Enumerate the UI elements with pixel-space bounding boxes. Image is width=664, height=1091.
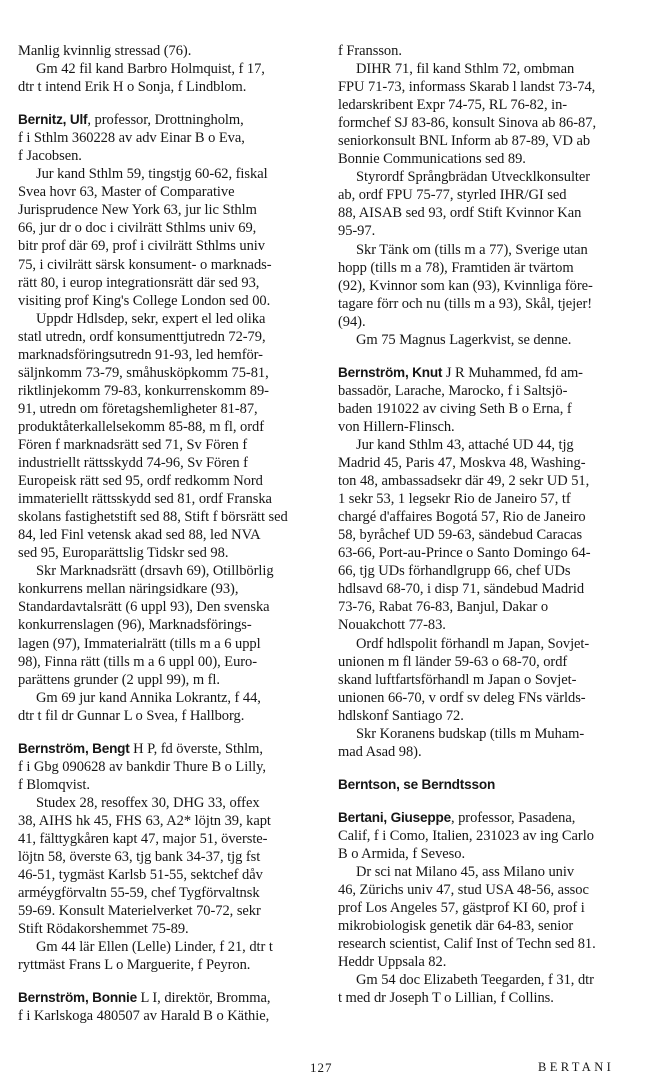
text-line: t med dr Joseph T o Lillian, f Collins. xyxy=(338,990,554,1007)
text-line: 66, tjg UDs förhandlgrupp 66, chef UDs xyxy=(338,563,571,580)
text-line: Skr Marknadsrätt (drsavh 69), Otillbörlig xyxy=(36,563,274,580)
text-line: statl utredn, ordf konsumenttjutredn 72-79, xyxy=(18,328,266,345)
text-line: Fören f marknadsrätt sed 71, Sv Fören f xyxy=(18,436,248,453)
text-line: FPU 71-73, informass Skarab l landst 73-74, xyxy=(338,79,596,96)
entry-name: Bernström, Bonnie xyxy=(18,990,137,1006)
text-line: Madrid 45, Paris 47, Moskva 48, Washing- xyxy=(338,455,586,472)
text-line: B o Armida, f Seveso. xyxy=(338,845,466,862)
text-line: riktlinjekomm 79-83, konkurrenskomm 89- xyxy=(18,382,269,399)
text-line: research scientist, Calif Inst of Techn sed 81. xyxy=(338,936,596,953)
text-line: Jurisprudence New York 63, jur lic Sthlm xyxy=(18,202,257,219)
text-line: Uppdr Hdlsdep, sekr, expert el led olika xyxy=(36,310,266,327)
text-line: unionen 66-70, v ordf sv deleg FNs världs- xyxy=(338,689,586,706)
text-line: Jur kand Sthlm 59, tingstjg 60-62, fiskal xyxy=(36,166,268,183)
entry-heading-line xyxy=(338,364,638,382)
text-line: Skr Tänk om (tills m a 77), Sverige utan xyxy=(356,241,588,258)
text-line: ton 48, ambassadsekr där 49, 2 sekr UD 51, xyxy=(338,473,590,490)
text-line: 46-51, tygmäst Karlsb 51-55, sektchef dåv xyxy=(18,867,263,884)
text-line: arméygförvaltn 55-59, chef Tygförvaltnsk xyxy=(18,885,260,902)
text-line: Gm 42 fil kand Barbro Holmquist, f 17, xyxy=(36,61,265,78)
text-line: hdlskonf Santiago 72. xyxy=(338,707,464,724)
entry-heading-line xyxy=(18,111,316,129)
text-line: 98), Finna rätt (tills m a 6 uppl 00), Euro- xyxy=(18,653,258,670)
text-line: skolans fastighetstift sed 88, Stift f börsrätt sed xyxy=(18,509,288,526)
text-line: 73-76, Rabat 76-83, Banjul, Dakar o xyxy=(338,599,549,616)
entry-separator xyxy=(338,349,638,364)
text-line: visiting prof King's College London sed 00. xyxy=(18,292,271,309)
text-line: Styrordf Språngbrädan Utvecklkonsulter xyxy=(356,169,591,186)
entry-heading-text: , professor, Drottningholm, xyxy=(87,112,244,129)
text-line: tagare förr och nu (tills m a 93), Skål, tjejer! xyxy=(338,295,593,312)
right-column xyxy=(338,42,638,1007)
text-line: unionen m fl länder 59-63 o 68-70, ordf xyxy=(338,653,568,670)
text-line: Gm 54 doc Elizabeth Teegarden, f 31, dtr xyxy=(356,972,594,989)
entry-separator xyxy=(18,96,316,111)
text-line: Stift Rödakorshemmet 75-89. xyxy=(18,921,189,938)
text-line: f Jacobsen. xyxy=(18,148,82,165)
entry-name: Bernström, Knut xyxy=(338,364,443,380)
entry-heading-line xyxy=(338,809,638,827)
text-line: Gm 69 jur kand Annika Lokrantz, f 44, xyxy=(36,689,261,706)
entry-name: Bernitz, Ulf xyxy=(18,112,88,128)
page-number: 127 xyxy=(310,1060,333,1075)
text-line: säljnkomm 73-79, småhusköpkomm 75-81, xyxy=(18,364,269,381)
text-line: 88, AISAB sed 93, ordf Stift Kvinnor Kan xyxy=(338,205,582,222)
text-line: bassadör, Larache, Marocko, f i Saltsjö- xyxy=(338,382,568,399)
text-line: industriellt rättsskydd 74-96, Sv Fören f xyxy=(18,455,248,472)
text-line: Gm 75 Magnus Lagerkvist, se denne. xyxy=(356,331,572,348)
text-line: löjtn 58, överste 63, tjg bank 34-37, tjg fst xyxy=(18,849,261,866)
text-line: produktåterkallelsekomm 85-88, m fl, ordf xyxy=(18,418,265,435)
text-line: lagen (97), Immaterialrätt (tills m a 6 uppl xyxy=(18,635,261,652)
text-line: dtr t fil dr Gunnar L o Svea, f Hallborg. xyxy=(18,707,245,724)
text-line: konkurrens mellan näringsidkare (93), xyxy=(18,581,239,598)
entry-heading-text: , professor, Pasadena, xyxy=(450,809,576,826)
text-line: Standardavtalsrätt (6 uppl 93), Den svenska xyxy=(18,599,270,616)
text-line: 75, i civilrätt särsk konsument- o marknads- xyxy=(18,256,272,273)
text-line: Manlig kvinnlig stressad (76). xyxy=(18,43,192,59)
text-line: rätt 80, i europ integrationsrätt där sed 93, xyxy=(18,274,260,291)
entry-heading-line xyxy=(18,989,316,1007)
text-line: f i Karlskoga 480507 av Harald B o Käthie, xyxy=(18,1008,270,1025)
text-line: hopp (tills m a 78), Framtiden är tvärtom xyxy=(338,259,574,276)
text-line: mikrobiologisk genetik där 64-83, senior xyxy=(338,918,574,935)
text-line: immateriellt rättsskydd sed 81, ordf Franska xyxy=(18,491,272,508)
entry-heading-line xyxy=(338,776,638,794)
text-line: ledarskribent Expr 74-75, RL 76-82, in- xyxy=(338,97,568,114)
entry-name: Bertani, Giuseppe xyxy=(338,809,451,825)
entry-heading-text: L I, direktör, Bromma, xyxy=(136,990,271,1007)
text-line: f Fransson. xyxy=(338,43,402,59)
text-line: ryttmäst Frans L o Marguerite, f Peyron. xyxy=(18,957,251,974)
entry-heading-line xyxy=(18,740,316,758)
text-line: 66, jur dr o doc i civilrätt Sthlms univ 69, xyxy=(18,220,257,237)
text-line: Svea hovr 63, Master of Comparative xyxy=(18,184,235,201)
text-line: skand luftfartsförhandl m Japan o Sovjet- xyxy=(338,671,577,688)
text-line: hdlsavd 68-70, i disp 71, sändebud Madrid xyxy=(338,581,585,598)
text-line: Ordf hdlspolit förhandl m Japan, Sovjet- xyxy=(356,635,590,652)
text-line: formchef SJ 83-86, konsult Sinova ab 86-87, xyxy=(338,115,597,132)
text-line: 41, fälttygkåren kapt 47, major 51, överste- xyxy=(18,830,268,847)
text-line: ab, ordf FPU 75-77, styrled IHR/GI sed xyxy=(338,187,567,204)
text-line: Heddr Uppsala 82. xyxy=(338,954,447,971)
text-line: f i Sthlm 360228 av adv Einar B o Eva, xyxy=(18,130,245,147)
running-head: BERTANI xyxy=(538,1060,615,1074)
text-line: konkurrenslagen (96), Marknadsförings- xyxy=(18,617,252,634)
text-line: von Hillern-Flinsch. xyxy=(338,418,455,435)
entry-separator xyxy=(18,725,316,740)
text-line: DIHR 71, fil kand Sthlm 72, ombman xyxy=(356,61,575,78)
text-line: Studex 28, resoffex 30, DHG 33, offex xyxy=(36,794,260,811)
entry-separator xyxy=(18,974,316,989)
text-line: Jur kand Sthlm 43, attaché UD 44, tjg xyxy=(356,436,574,453)
text-line: (92), Kvinnor som kan (93), Kvinnliga före- xyxy=(338,277,593,294)
text-line: chargé d'affaires Bogotá 57, Rio de Janeiro xyxy=(338,509,586,526)
left-column xyxy=(18,42,316,1025)
text-line: 84, led Finl vetensk akad sed 88, led NVA xyxy=(18,527,261,544)
text-line: Gm 44 lär Ellen (Lelle) Linder, f 21, dtr t xyxy=(36,939,273,956)
text-line: bitr prof där 69, prof i civilrätt Sthlms univ xyxy=(18,238,265,255)
entry-name: Berntson, se Berndtsson xyxy=(338,776,496,792)
text-line: Calif, f i Como, Italien, 231023 av ing Carlo xyxy=(338,827,594,844)
text-line: parättens grunder (2 uppl 99), m fl. xyxy=(18,671,220,688)
entry-separator xyxy=(338,794,638,809)
text-line: Europeisk rätt sed 95, ordf redkomm Nord xyxy=(18,473,263,490)
text-line: marknadsföringsutredn 91-93, led hemför- xyxy=(18,346,263,363)
text-line: Nouakchott 77-83. xyxy=(338,617,446,634)
text-line: Bonnie Communications sed 89. xyxy=(338,151,526,168)
text-line: (94). xyxy=(338,313,366,330)
text-line: Skr Koranens budskap (tills m Muham- xyxy=(356,725,585,742)
entry-separator xyxy=(338,761,638,776)
entry-heading-text: H P, fd överste, Sthlm, xyxy=(129,740,263,757)
text-line: sed 95, Europarättslig Tidskr sed 98. xyxy=(18,545,229,562)
text-line: baden 191022 av civing Seth B o Erna, f xyxy=(338,400,572,417)
text-line: 95-97. xyxy=(338,223,376,240)
text-line: f Blomqvist. xyxy=(18,776,90,793)
text-line: Dr sci nat Milano 45, ass Milano univ xyxy=(356,864,575,881)
text-line: 63-66, Port-au-Prince o Santo Domingo 64- xyxy=(338,545,591,562)
text-line: mad Asad 98). xyxy=(338,743,422,760)
text-line: 1 sekr 53, 1 legsekr Rio de Janeiro 57, tf xyxy=(338,491,571,508)
text-line: f i Gbg 090628 av bankdir Thure B o Lilly, xyxy=(18,758,266,775)
text-line: dtr t intend Erik H o Sonja, f Lindblom. xyxy=(18,79,247,96)
text-line: 58, byråchef UD 59-63, sändebud Caracas xyxy=(338,527,583,544)
entry-name: Bernström, Bengt xyxy=(18,740,130,756)
text-line: 91, utredn om företagshemligheter 81-87, xyxy=(18,400,258,417)
text-line: prof Los Angeles 57, gästprof KI 60, prof i xyxy=(338,900,585,917)
text-line: 46, Zürichs univ 47, stud USA 48-56, assoc xyxy=(338,882,589,899)
text-line: 38, AIHS hk 45, FHS 63, A2* löjtn 39, kapt xyxy=(18,812,271,829)
text-line: 59-69. Konsult Materielverket 70-72, sekr xyxy=(18,903,261,920)
entry-heading-text: J R Muhammed, fd am- xyxy=(442,364,583,381)
text-line: seniorkonsult BNL Inform ab 87-89, VD ab xyxy=(338,133,591,150)
